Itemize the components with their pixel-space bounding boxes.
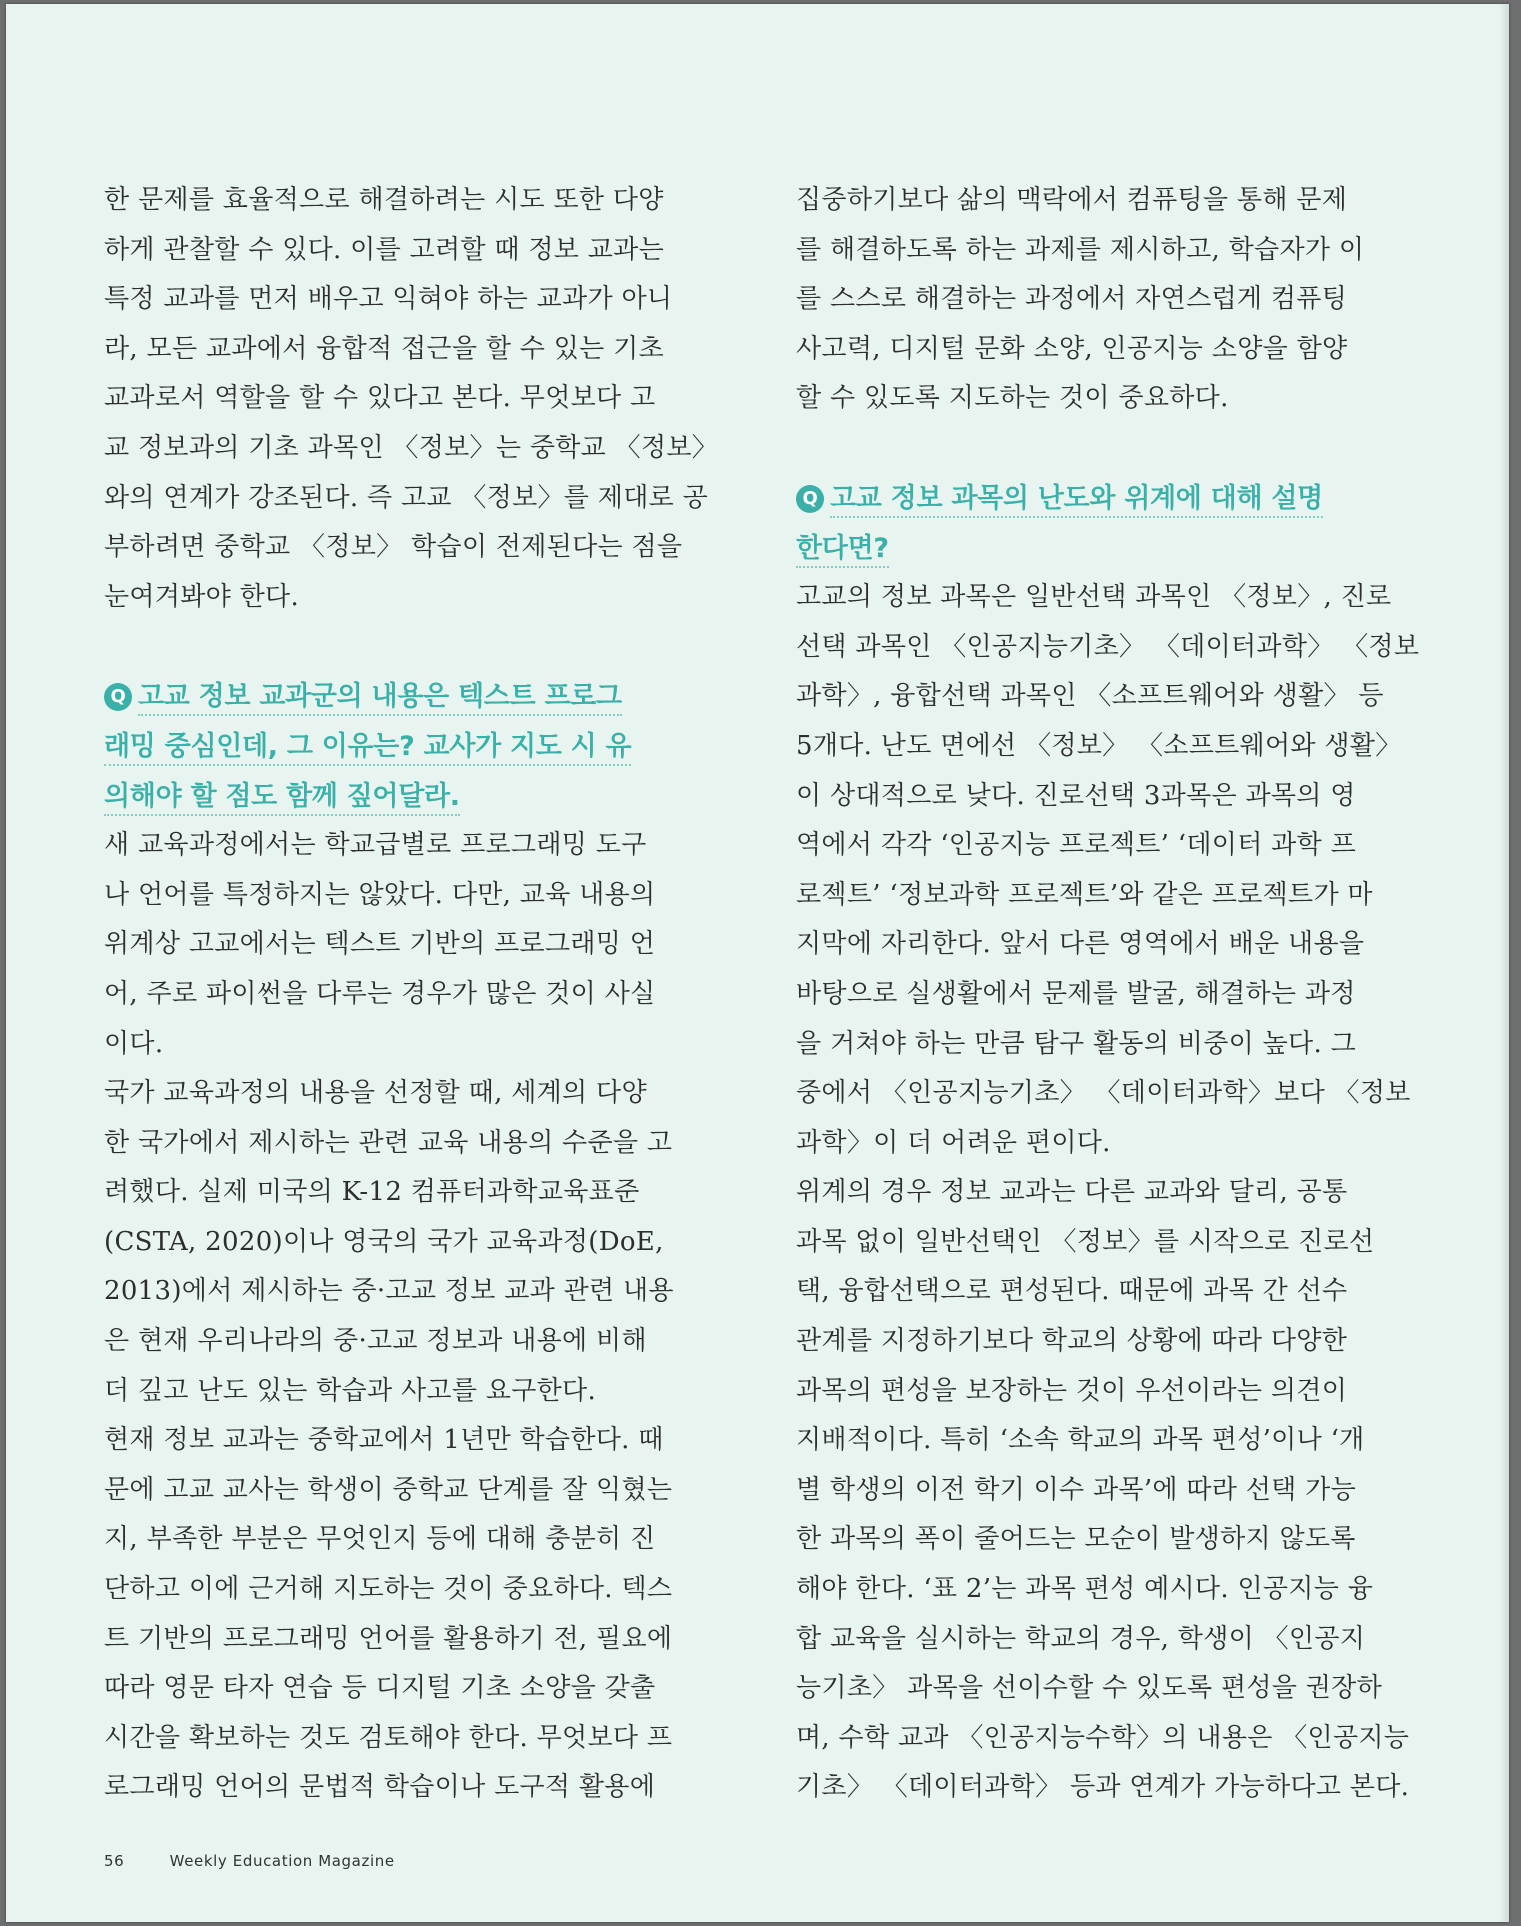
text-line: 5개다. 난도 면에선 〈정보〉 〈소프트웨어와 생활〉 (796, 730, 1402, 761)
text-line: 눈여겨봐야 한다. (104, 581, 300, 612)
text-line: 더 깊고 난도 있는 학습과 사고를 요구한다. (104, 1375, 597, 1406)
text-line: 기초〉 〈데이터과학〉 등과 연계가 가능하다고 본다. (796, 1772, 1410, 1803)
text-line: 한 과목의 폭이 줄어드는 모순이 발생하지 않도록 (796, 1524, 1356, 1555)
question-line (796, 474, 1356, 524)
left-column (104, 176, 719, 1813)
text-line: 시간을 확보하는 것도 검토해야 한다. 무엇보다 프 (104, 1722, 673, 1753)
text-line: 단하고 이에 근거해 지도하는 것이 중요하다. 텍스 (104, 1574, 673, 1605)
magazine-page (6, 4, 1509, 1922)
question-line (104, 722, 664, 772)
text-line: 와의 연계가 강조된다. 즉 고교 〈정보〉를 제대로 공 (104, 482, 709, 513)
text-line: 라, 모든 교과에서 융합적 접근을 할 수 있는 기초 (104, 333, 664, 364)
text-line: 과학〉이 더 어려운 편이다. (796, 1127, 1111, 1158)
text-line: 별 학생의 이전 학기 이수 과목’에 따라 선택 가능 (796, 1474, 1356, 1505)
text-line: 은 현재 우리나라의 중·고교 정보과 내용에 비해 (104, 1326, 647, 1357)
magazine-name: Weekly Education Magazine (169, 1852, 395, 1870)
text-line: 지배적이다. 특히 ‘소속 학교의 과목 편성’이나 ‘개 (796, 1425, 1365, 1456)
text-line: 역에서 각각 ‘인공지능 프로젝트’ ‘데이터 과학 프 (796, 830, 1356, 861)
text-line: 교과로서 역할을 할 수 있다고 본다. 무엇보다 고 (104, 383, 656, 414)
text-line: 관계를 지정하기보다 학교의 상황에 따라 다양한 (796, 1326, 1348, 1357)
text-line: 과학〉, 융합선택 과목인 〈소프트웨어와 생활〉 등 (796, 681, 1384, 712)
question-text: 고교 정보 교과군의 내용은 텍스트 프로그 (138, 681, 622, 716)
text-line: 집중하기보다 삶의 맥락에서 컴퓨팅을 통해 문제 (796, 185, 1348, 215)
text-line: 능기초〉 과목을 선이수할 수 있도록 편성을 권장하 (796, 1673, 1383, 1704)
page-number: 56 (104, 1852, 125, 1870)
text-line: 과목의 편성을 보장하는 것이 우선이라는 의견이 (796, 1375, 1348, 1406)
text-line: 부하려면 중학교 〈정보〉 학습이 전제된다는 점을 (104, 532, 683, 563)
text-line: 하게 관찰할 수 있다. 이를 고려할 때 정보 교과는 (104, 234, 664, 265)
text-line: 며, 수학 교과 〈인공지능수학〉의 내용은 〈인공지능 (796, 1722, 1410, 1753)
question-line (104, 772, 664, 822)
spacer (796, 424, 1356, 474)
text-line: 한 문제를 효율적으로 해결하려는 시도 또한 다양 (104, 185, 664, 215)
left-paragraph-1 (104, 176, 719, 622)
text-line: 지막에 자리한다. 앞서 다른 영역에서 배운 내용을 (796, 929, 1365, 960)
text-line: 따라 영문 타자 연습 등 디지털 기초 소양을 갖출 (104, 1673, 656, 1704)
text-line: 할 수 있도록 지도하는 것이 중요하다. (796, 383, 1229, 414)
text-line: 지, 부족한 부분은 무엇인지 등에 대해 충분히 진 (104, 1524, 656, 1555)
right-paragraph-3 (796, 1168, 1410, 1813)
left-paragraph-2 (104, 821, 664, 1069)
text-line: 선택 과목인 〈인공지능기초〉 〈데이터과학〉 〈정보 (796, 631, 1420, 662)
text-line: 위계의 경우 정보 교과는 다른 교과와 달리, 공통 (796, 1177, 1348, 1208)
question-heading (796, 474, 1356, 573)
right-column (796, 176, 1420, 1813)
text-line: 이 상대적으로 낮다. 진로선택 3과목은 과목의 영 (796, 780, 1356, 811)
text-line: 합 교육을 실시하는 학교의 경우, 학생이 〈인공지 (796, 1623, 1366, 1654)
text-line: 위계상 고교에서는 텍스트 기반의 프로그래밍 언 (104, 929, 656, 960)
text-line: 를 스스로 해결하는 과정에서 자연스럽게 컴퓨팅 (796, 284, 1348, 315)
text-line: 트 기반의 프로그래밍 언어를 활용하기 전, 필요에 (104, 1623, 673, 1654)
page-edge (1499, 4, 1509, 1922)
text-line: 어, 주로 파이썬을 다루는 경우가 많은 것이 사실 (104, 978, 656, 1009)
right-paragraph-1 (796, 176, 1365, 424)
text-line: 특정 교과를 먼저 배우고 익혀야 하는 교과가 아니 (104, 284, 673, 315)
text-line: 이다. (104, 1028, 164, 1059)
q-icon: Q (104, 683, 132, 711)
text-line: 한 국가에서 제시하는 관련 교육 내용의 수준을 고 (104, 1127, 673, 1158)
text-line: 국가 교육과정의 내용을 선정할 때, 세계의 다양 (104, 1078, 647, 1109)
text-line: 를 해결하도록 하는 과제를 제시하고, 학습자가 이 (796, 234, 1365, 265)
question-line (796, 524, 1356, 574)
text-line: 2013)에서 제시하는 중·고교 정보 교과 관련 내용 (104, 1276, 674, 1307)
text-line: (CSTA, 2020)이나 영국의 국가 교육과정(DoE, (104, 1226, 664, 1257)
text-line: 려했다. 실제 미국의 K-12 컴퓨터과학교육표준 (104, 1177, 640, 1208)
spacer (104, 622, 664, 672)
text-line: 로젝트’ ‘정보과학 프로젝트’와 같은 프로젝트가 마 (796, 879, 1373, 910)
text-line: 중에서 〈인공지능기초〉 〈데이터과학〉보다 〈정보 (796, 1078, 1411, 1109)
text-line: 문에 고교 교사는 학생이 중학교 단계를 잘 익혔는 (104, 1474, 673, 1505)
text-line: 과목 없이 일반선택인 〈정보〉를 시작으로 진로선 (796, 1226, 1375, 1257)
page-footer (104, 1852, 395, 1870)
question-line (104, 672, 664, 722)
question-text: 고교 정보 과목의 난도와 위계에 대해 설명 (830, 483, 1323, 518)
q-icon: Q (796, 485, 824, 513)
text-line: 현재 정보 교과는 중학교에서 1년만 학습한다. 때 (104, 1425, 664, 1456)
left-paragraph-3 (104, 1069, 674, 1416)
right-paragraph-2 (796, 573, 1420, 1168)
question-text: 의해야 할 점도 함께 짚어달라. (104, 781, 460, 816)
question-text: 한다면? (796, 533, 889, 568)
left-paragraph-4 (104, 1416, 673, 1813)
text-line: 로그래밍 언어의 문법적 학습이나 도구적 활용에 (104, 1772, 656, 1803)
text-line: 교 정보과의 기초 과목인 〈정보〉는 중학교 〈정보〉 (104, 432, 719, 463)
text-line: 바탕으로 실생활에서 문제를 발굴, 해결하는 과정 (796, 978, 1356, 1009)
text-line: 을 거쳐야 하는 만큼 탐구 활동의 비중이 높다. 그 (796, 1028, 1356, 1059)
text-line: 사고력, 디지털 문화 소양, 인공지능 소양을 함양 (796, 333, 1348, 364)
text-line: 나 언어를 특정하지는 않았다. 다만, 교육 내용의 (104, 879, 656, 910)
text-line: 고교의 정보 과목은 일반선택 과목인 〈정보〉, 진로 (796, 582, 1392, 613)
question-heading (104, 672, 664, 821)
text-line: 택, 융합선택으로 편성된다. 때문에 과목 간 선수 (796, 1276, 1348, 1307)
text-line: 새 교육과정에서는 학교급별로 프로그래밍 도구 (104, 830, 647, 861)
text-line: 해야 한다. ‘표 2’는 과목 편성 예시다. 인공지능 융 (796, 1574, 1374, 1605)
question-text: 래밍 중심인데, 그 이유는? 교사가 지도 시 유 (104, 731, 631, 766)
